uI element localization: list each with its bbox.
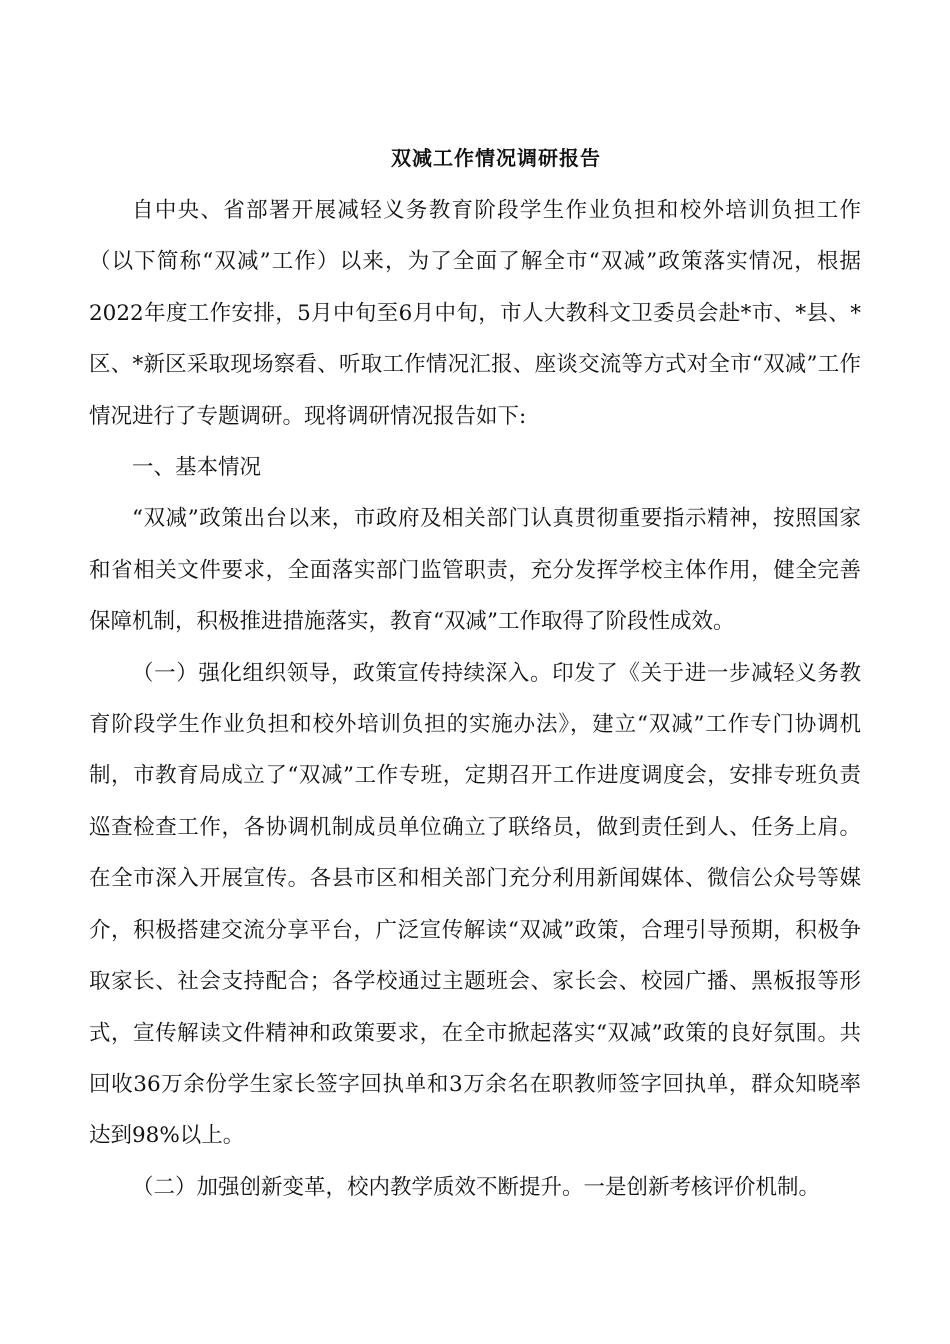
overview-paragraph: “双减”政策出台以来，市政府及相关部门认真贯彻重要指示精神，按照国家和省相关文件要求，全面落实部门监管职责，充分发挥学校主体作用，健全完善保障机制，积极推进措施落实，教育“双减”工作取得了阶段性成效。	[89, 506, 861, 635]
subsection-1-paragraph: （一）强化组织领导，政策宣传持续深入。印发了《关于进一步减轻义务教育阶段学生作业负担和校外培训负担的实施办法》，建立“双减”工作专门协调机制，市教育局成立了“双减”工作专班，定期召开工作进度调度会，安排专班负责巡查检查工作，各协调机制成员单位确立了联络员，做到责任到人、任务上肩。在全市深入开展宣传。各县市区和相关部门充分利用新闻媒体、微信公众号等媒介，积极搭建交流分享平台，广泛宣传解读“双减”政策，合理引导预期，积极争取家长、社会支持配合；各学校通过主题班会、家长会、校园广播、黑板报等形式，宣传解读文件精神和政策要求，在全市掀起落实“双减”政策的良好氛围。共回收36万余份学生家长签字回执单和3万余名在职教师签字回执单，群众知晓率达到98%以上。	[89, 660, 861, 1149]
document-title: 双减工作情况调研报告	[391, 146, 601, 170]
subsection-2-paragraph: （二）加强创新变革，校内教学质效不断提升。一是创新考核评价机制。	[132, 1174, 821, 1200]
document-body	[89, 185, 861, 1213]
section-heading-basic-situation: 一、基本情况	[132, 455, 262, 481]
intro-paragraph: 自中央、省部署开展减轻义务教育阶段学生作业负担和校外培训负担工作（以下简称“双减”工作）以来，为了全面了解全市“双减”政策落实情况，根据2022年度工作安排，5月中旬至6月中旬，市人大教科文卫委员会赴*市、*县、*区、*新区采取现场察看、听取工作情况汇报、座谈交流等方式对全市“双减”工作情况进行了专题调研。现将调研情况报告如下:	[89, 198, 861, 429]
